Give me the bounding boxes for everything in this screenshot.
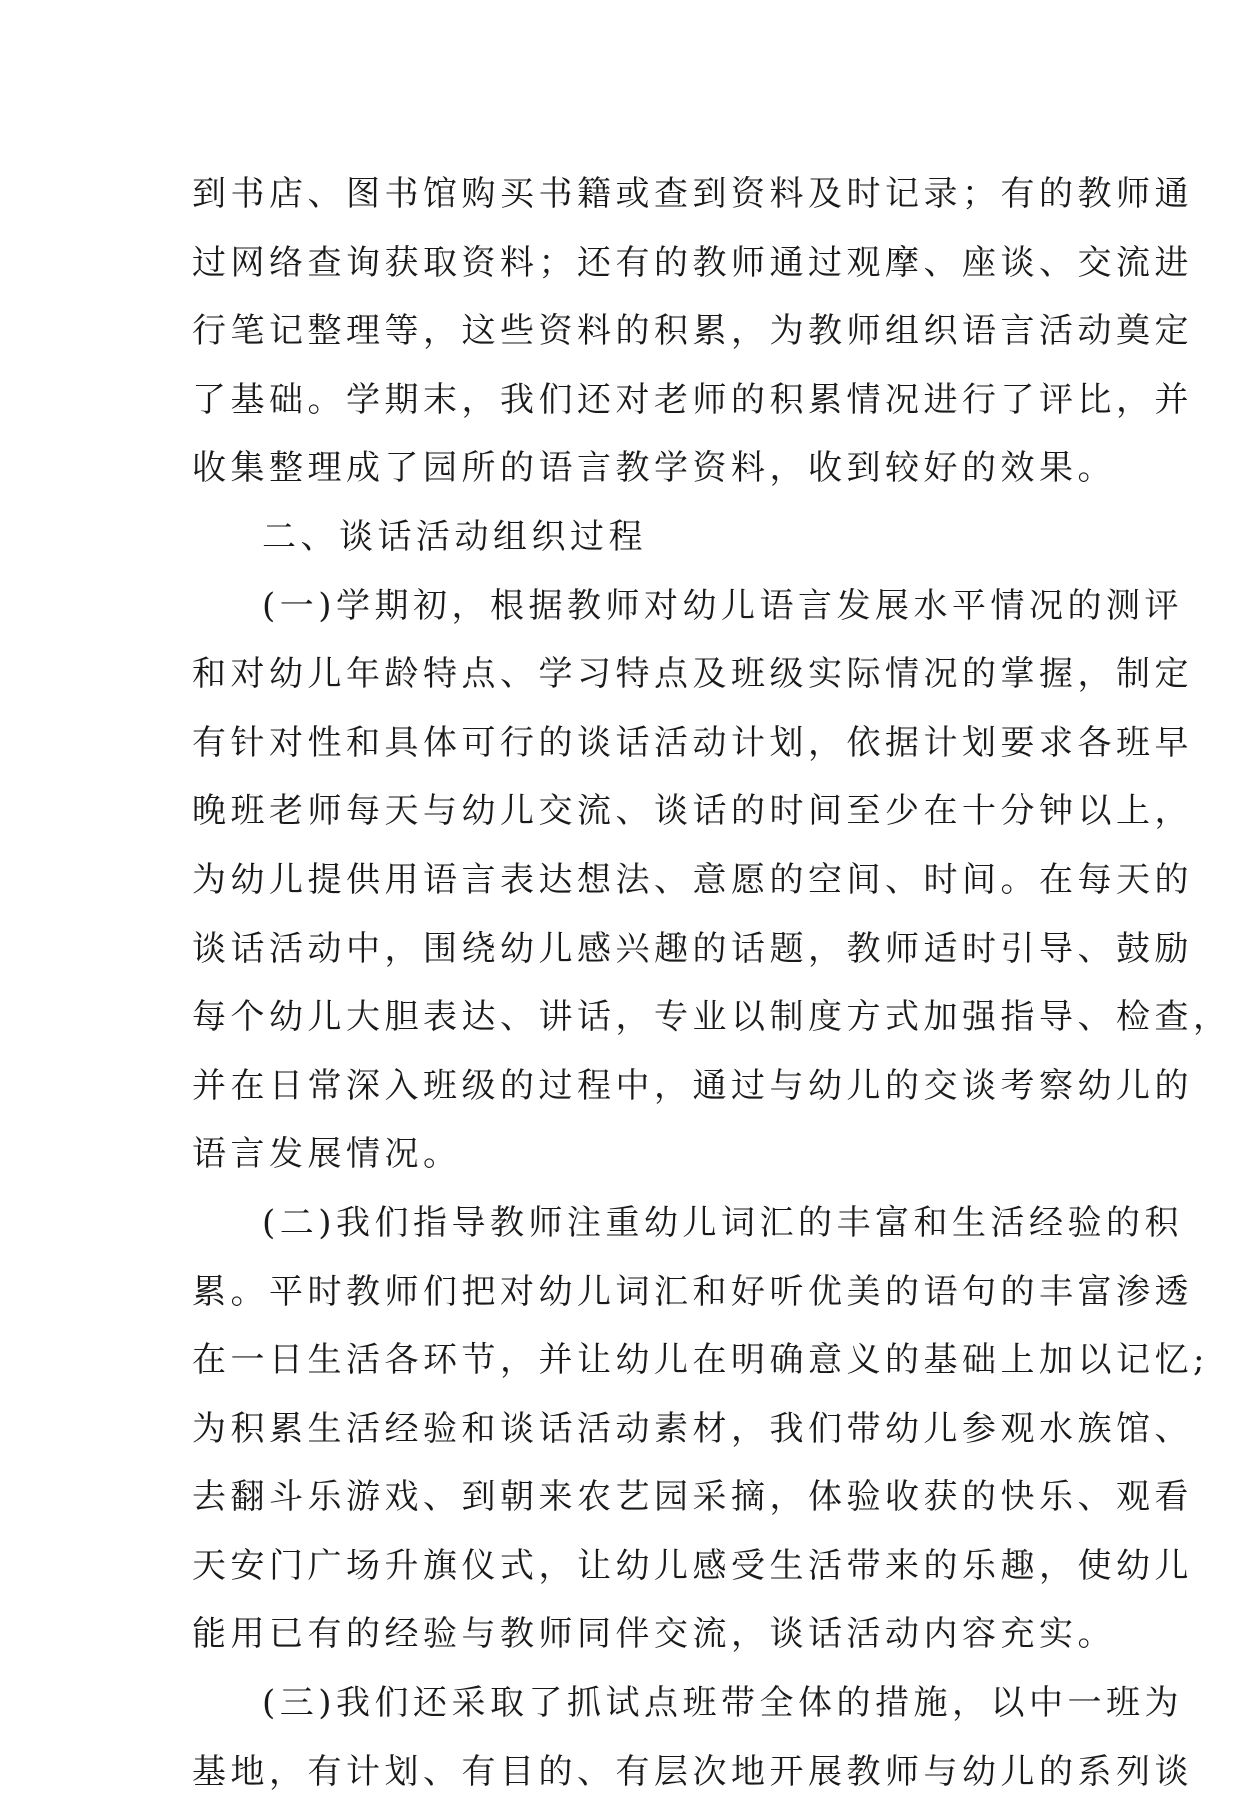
- text-line: 收集整理成了园所的语言教学资料，收到较好的效果。: [192, 448, 1116, 489]
- text-line: 能用已有的经验与教师同伴交流，谈话活动内容充实。: [192, 1614, 1116, 1655]
- text-line: (三)我们还采取了抓试点班带全体的措施，以中一班为: [262, 1683, 1184, 1724]
- text-line: 基地，有计划、有目的、有层次地开展教师与幼儿的系列谈: [192, 1751, 1193, 1792]
- section-heading: 二、谈话活动组织过程: [262, 516, 647, 557]
- text-line: 并在日常深入班级的过程中，通过与幼儿的交谈考察幼儿的: [192, 1065, 1193, 1106]
- text-line: 谈话活动中，围绕幼儿感兴趣的话题，教师适时引导、鼓励: [192, 928, 1193, 969]
- text-line: 每个幼儿大胆表达、讲话，专业以制度方式加强指导、检查，: [192, 997, 1232, 1038]
- text-line: (一)学期初，根据教师对幼儿语言发展水平情况的测评: [262, 585, 1184, 626]
- text-line: 行笔记整理等，这些资料的积累，为教师组织语言活动奠定: [192, 311, 1193, 352]
- text-line: 有针对性和具体可行的谈话活动计划，依据计划要求各班早: [192, 722, 1193, 763]
- text-line: (二)我们指导教师注重幼儿词汇的丰富和生活经验的积: [262, 1202, 1184, 1243]
- text-line: 在一日生活各环节，并让幼儿在明确意义的基础上加以记忆;: [192, 1340, 1209, 1381]
- text-line: 到书店、图书馆购买书籍或查到资料及时记录；有的教师通: [192, 174, 1193, 214]
- document-body: [192, 160, 1232, 1806]
- text-line: 去翻斗乐游戏、到朝来农艺园采摘，体验收获的快乐、观看: [192, 1477, 1193, 1518]
- text-line: 和对幼儿年龄特点、学习特点及班级实际情况的掌握，制定: [192, 654, 1193, 695]
- text-line: 为积累生活经验和谈话活动素材，我们带幼儿参观水族馆、: [192, 1408, 1193, 1449]
- text-line: 为幼儿提供用语言表达想法、意愿的空间、时间。在每天的: [192, 859, 1193, 900]
- text-line: 晚班老师每天与幼儿交流、谈话的时间至少在十分钟以上，: [192, 791, 1193, 832]
- text-line: 过网络查询获取资料；还有的教师通过观摩、座谈、交流进: [192, 242, 1193, 283]
- text-line: 累。平时教师们把对幼儿词汇和好听优美的语句的丰富渗透: [192, 1271, 1193, 1312]
- text-line: 天安门广场升旗仪式，让幼儿感受生活带来的乐趣，使幼儿: [192, 1545, 1193, 1586]
- text-line: 了基础。学期末，我们还对老师的积累情况进行了评比，并: [192, 379, 1193, 420]
- text-line: 语言发展情况。: [192, 1134, 462, 1175]
